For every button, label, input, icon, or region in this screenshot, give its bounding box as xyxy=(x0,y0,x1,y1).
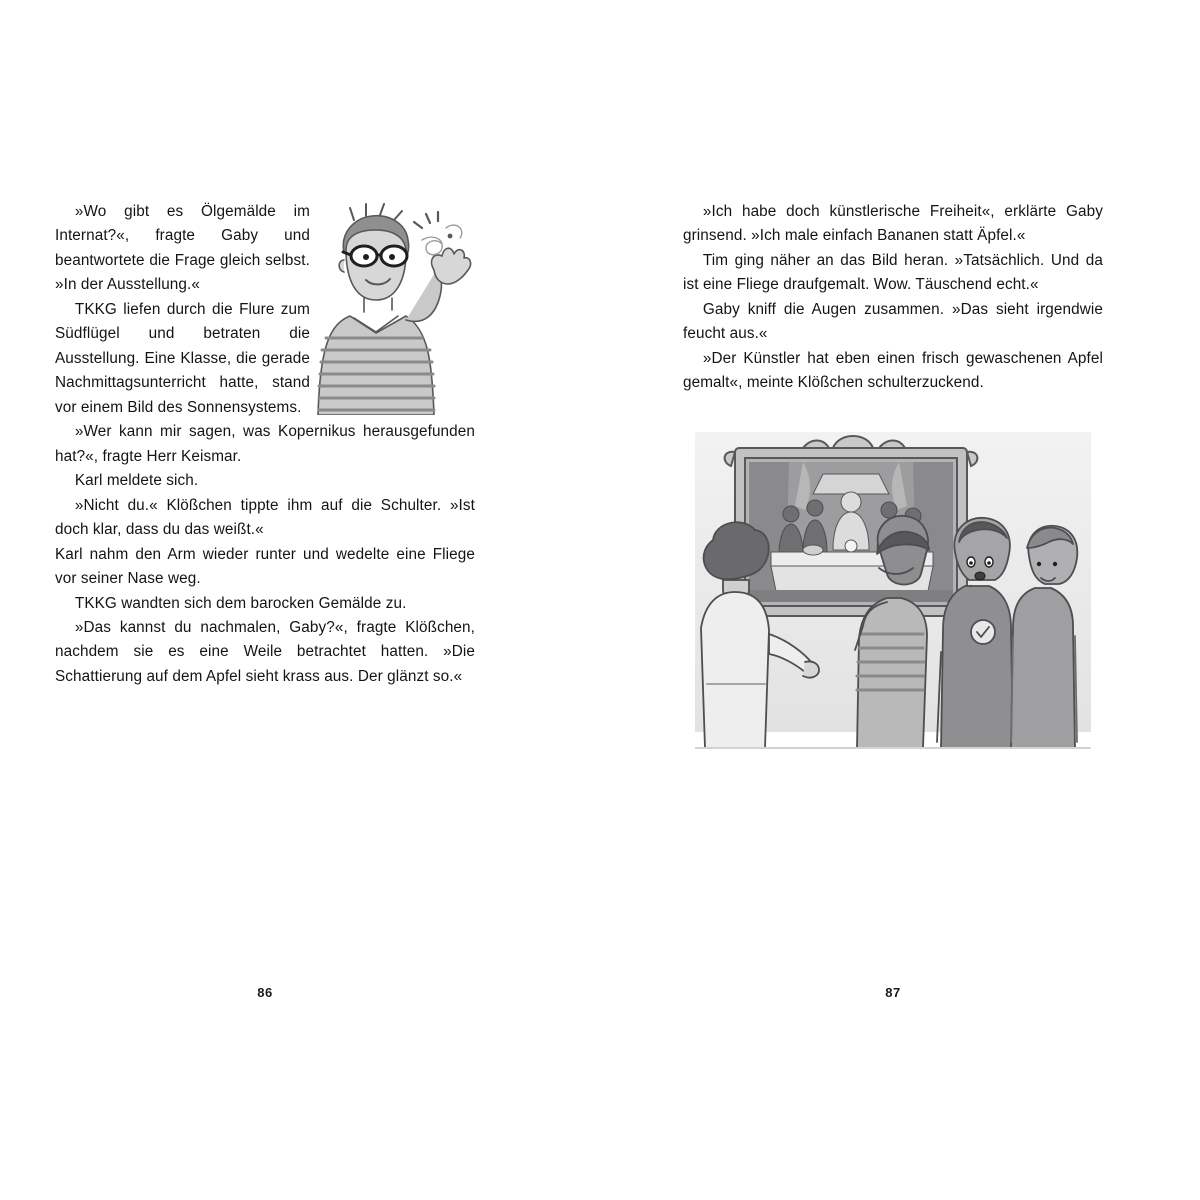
left-page xyxy=(55,200,475,1000)
paragraph: »Der Künstler hat eben einen frisch gewaschenen Apfel gemalt«, meinte Klößchen schulterzuckend. xyxy=(683,349,1103,392)
right-page xyxy=(683,200,1103,1000)
left-page-body xyxy=(55,200,475,689)
karl-illustration-wrap xyxy=(310,200,475,415)
paragraph: »Nicht du.« Klößchen tippte ihm auf die Schulter. »Ist doch klar, dass du das weißt.« xyxy=(55,496,475,539)
paragraph: TKKG liefen durch die Flure zum Südflügel und betraten die Ausstellung. Eine Klasse, die gerade Nachmittagsunterricht hatte, stand vor einem Bild des Sonnensystems. xyxy=(55,300,310,416)
page-number-left: 86 xyxy=(257,985,273,1000)
paragraph: »Das kannst du nachmalen, Gaby?«, fragte Klößchen, nachdem sie es eine Weile betrachtet hatten. »Die Schattierung auf dem Apfel sieht krass aus. Der glänzt so.« xyxy=(55,618,475,685)
paragraph: Karl nahm den Arm wieder runter und wedelte eine Fliege vor seiner Nase weg. xyxy=(55,545,475,588)
page-number-right: 87 xyxy=(885,985,901,1000)
paragraph: Tim ging näher an das Bild heran. »Tatsächlich. Und da ist eine Fliege draufgemalt. Wow. Täuschend echt.« xyxy=(683,251,1103,294)
exhibition-illustration xyxy=(683,422,1103,782)
karl-waving-away-fly-icon xyxy=(310,200,475,415)
paragraph: »Ich habe doch künstlerische Freiheit«, erklärte Gaby grinsend. »Ich male einfach Bananen statt Äpfel.« xyxy=(683,203,1103,245)
paragraph: Karl meldete sich. xyxy=(74,472,199,490)
paragraph: »Wer kann mir sagen, was Kopernikus herausgefunden hat?«, fragte Herr Keismar. xyxy=(55,423,475,465)
right-page-body xyxy=(683,200,1103,396)
paragraph: TKKG wandten sich dem barocken Gemälde zu. xyxy=(74,594,407,612)
paragraph: Gaby kniff die Augen zusammen. »Das sieht irgendwie feucht aus.« xyxy=(683,300,1103,343)
four-kids-in-front-of-baroque-painting-icon xyxy=(683,422,1103,782)
paragraph: »Wo gibt es Ölgemälde im Internat?«, fragte Gaby und beantwortete die Frage gleich selbst. »In der Ausstellung.« xyxy=(55,203,310,294)
